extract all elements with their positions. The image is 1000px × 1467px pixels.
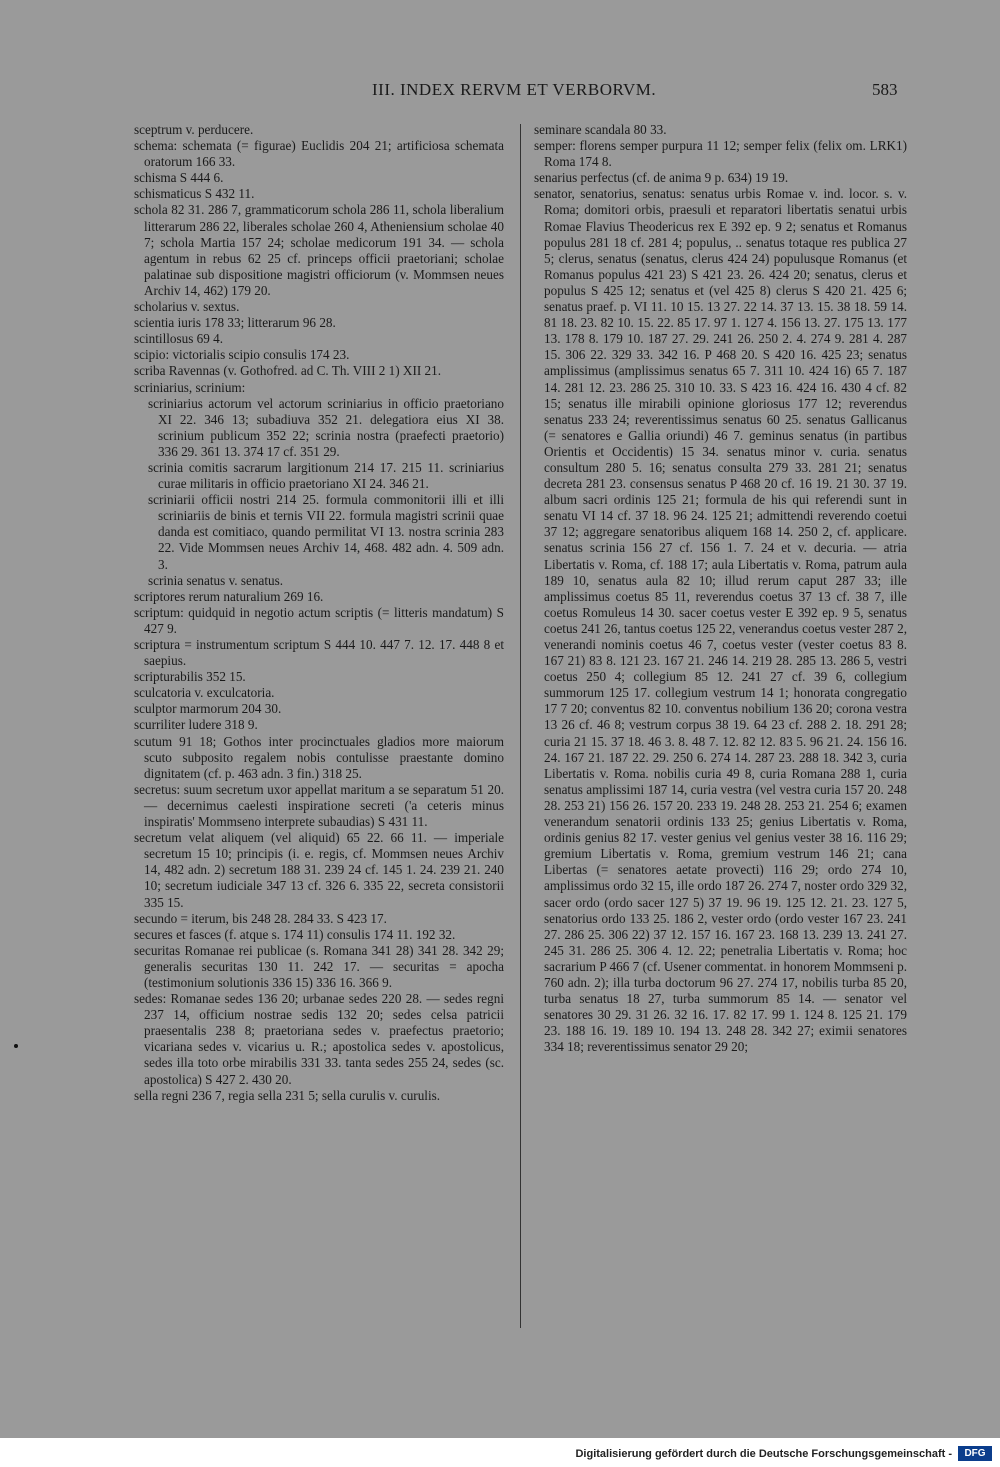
index-entry: scurriliter ludere 318 9.: [134, 717, 258, 733]
index-entry: seminare scandala 80 33.: [534, 122, 667, 137]
index-entry: scriniarius actorum vel actorum scriniarius in officio praetoriano XI 22. 346 13; subadiuva 352 21. delegatiora eius XI 38. scrinium publicum 352 22; scrinia nostra (praefecti praetorio) 336 29. 361 13. 374 17 cf. 351 29.: [148, 395, 504, 459]
index-column-left: [134, 122, 504, 1104]
index-entry: schola 82 31. 286 7, grammaticorum schola 286 11, schola liberalium litterarum 286 22, liberales scholae 260 4, Atheniensium scholae 40 7; schola Martia 157 24; scholae medicorum 191 34. — schola agentum in rebus 62 25 cf. princeps officii praetoriani; scholae palatinae sub dispositione magistri officiorum (v. Mommsen neues Archiv 14, 462) 179 20.: [134, 202, 504, 298]
index-entry: scholarius v. sextus.: [134, 299, 240, 315]
index-entry: scintillosus 69 4.: [134, 331, 224, 347]
index-entry: scutum 91 18; Gothos inter procinctuales gladios more maiorum scuto subposito regalem nobis contulisse praestante domino dignitatem (cf. p. 463 adn. 3 fin.) 318 25.: [134, 733, 504, 781]
page-number: 583: [872, 80, 898, 99]
index-entry: secures et fasces (f. atque s. 174 11) consulis 174 11. 192 32.: [134, 926, 456, 942]
index-entry: secretum velat aliquem (vel aliquid) 65 22. 66 11. — imperiale secretum 15 10; principis (i. e. regis, cf. Mommsen neues Archiv 14, 482 adn. 2) secretum 188 31. 239 24 cf. 145 1. 24. 239 21. 240 10; secretum iudiciale 347 13 cf. 326 6. 335 22, secreta consistorii 335 15.: [134, 830, 504, 910]
index-entry: sculptor marmorum 204 30.: [134, 701, 282, 717]
index-entry: scriba Ravennas (v. Gothofred. ad C. Th. VIII 2 1) XII 21.: [134, 363, 442, 379]
index-entry: secundo = iterum, bis 248 28. 284 33. S 423 17.: [134, 910, 387, 926]
index-entry: securitas Romanae rei publicae (s. Romana 341 28) 341 28. 342 29; generalis securitas 130 11. 242 17. — securitas = apocha (testimonium solutionis 336 15) 336 16. 366 9.: [134, 942, 504, 990]
index-column-right: [534, 122, 907, 1055]
index-entry: scriniarii officii nostri 214 25. formula commonitorii illi et illi scriniariis de binis et ternis VII 22. formula magistri scrinii quae danda est comitiaco, quando permilitat VI 13. nostra scrinia 283 22. Vide Mommsen neues Archiv 14, 468. 482 adn. 4. 509 adn. 3.: [148, 492, 504, 572]
index-entry: scriniarius, scrinium:: [134, 379, 246, 395]
index-entry: scipio: victorialis scipio consulis 174 23.: [134, 347, 350, 363]
index-entry: schema: schemata (= figurae) Euclidis 204 21; artificiosa schemata oratorum 166 33.: [134, 138, 504, 170]
index-entry: scrinia senatus v. senatus.: [148, 572, 284, 588]
index-entry: schisma S 444 6.: [134, 170, 224, 186]
index-entry: sedes: Romanae sedes 136 20; urbanae sedes 220 28. — sedes regni 237 14, officium nostrae sedis 132 20; sedes celsa patricii praesentalis 238 8; praetoriana sedes v. praefectus praetorio; vicariana sedes v. vicarius u. R.; apostolica sedes v. apostolicus, sedes illa toto orbe mirabilis 331 33. tanta sedes 255 24, sedes (sc. apostolica) S 427 2. 430 20.: [134, 991, 504, 1087]
dfg-logo: DFG: [958, 1446, 992, 1461]
index-entry: scriptum: quidquid in negotio actum scriptis (= litteris mandatum) S 427 9.: [134, 604, 504, 636]
index-entry: sceptrum v. perducere.: [134, 122, 254, 137]
index-entry: sculcatoria v. exculcatoria.: [134, 685, 275, 701]
index-entry: secretus: suum secretum uxor appellat maritum a se separatum 51 20. — decernimus caelesti inspiratione secreti ('a ceteris minus inspiratis' Mommseno interprete subaudias) S 431 11.: [134, 781, 504, 830]
index-entry: sella regni 236 7, regia sella 231 5; sella curulis v. curulis.: [134, 1087, 441, 1103]
column-divider: [520, 124, 521, 1328]
footer-bar: [0, 1438, 1000, 1467]
index-entry: semper: florens semper purpura 11 12; semper felix (felix om. LRK1) Roma 174 8.: [534, 138, 907, 170]
footer-credit: Digitalisierung gefördert durch die Deutsche Forschungsgemeinschaft -: [575, 1448, 952, 1460]
running-head: III. INDEX RERVM ET VERBORVM.: [372, 80, 657, 99]
index-entry: senarius perfectus (cf. de anima 9 p. 634) 19 19.: [534, 170, 789, 186]
index-entry: scientia iuris 178 33; litterarum 96 28.: [134, 315, 336, 331]
index-entry: scripturabilis 352 15.: [134, 669, 246, 685]
index-entry: schismaticus S 432 11.: [134, 186, 255, 202]
index-entry: scrinia comitis sacrarum largitionum 214 17. 215 11. scriniarius curae militaris in officio praetoriano XI 24. 346 21.: [148, 459, 504, 492]
index-entry: scriptores rerum naturalium 269 16.: [134, 588, 324, 604]
scan-speck: [14, 1044, 18, 1048]
index-entry: senator, senatorius, senatus: senatus urbis Romae v. ind. locor. s. v. Roma; domitori orbis, praesuli et reparatori libertatis senatui urbis Romae Flavius Theodericus rex E 392 ep. 9 2; senatus et Romanus populus 281 18 cf. 281 4; populus, .. senatus totaque res publica 27 5; clerus, senatus (senatus, clerus 424 24) populusque Romanus (et Romanus populus 421 23) S 421 23. 26. 424 20; senatus, clerus et populus S 425 12; senatus et (vel 425 8) clerus S 420 21. 425 6; senatus praef. p. VI 11. 10 15. 13 27. 22 14. 37 13. 15. 38 18. 59 14. 81 18. 23. 82 10. 15. 22. 85 17. 97 1. 127 4. 156 13. 27. 175 13. 177 13. 178 8. 179 10. 187 27. 29. 241 26. 250 2. 4. 274 9. 281 4. 287 15. 306 22. 329 33. 342 16. P 468 20. S 420 16. 425 23; senatus amplissimus (amplissimus senatus 65 7. 311 10. 424 16) 65 7. 187 14. 281 12. 23. 286 25. 310 10. 33. S 423 16. 424 16. 430 4 cf. 82 15; senatus ille mirabili opinione gloriosus 177 12; reverendus senatus 233 24; reverentissimus senatus 60 25. senatus Gallicanus (= senatores e Gallia oriundi) 46 7. geminus senatus (in partibus Orientis et Occidentis) 15 34. senatus minor v. curia. senatus consultum 280 5. 16; senatus consulta 279 33. 281 21; senatus decreta 281 23. consensus senatus P 468 20 cf. 16 19. 21 30. 37 19. album sacri ordinis 125 21; formula de his qui referendi sunt in senatu VI 14 cf. 37 18. 96 24. 125 21; admittendi reverendo coetui 37 12; aggregare senatoribus aliquem 168 14. 250 2, cf. applicare. senatus scrinia 156 27 cf. 156 1. 7. 24 et v. decuria. — atria Libertatis v. Roma, cf. 188 17; aula Libertatis v. Roma, patrum aula 189 10, senatus aula 82 10; illud rerum caput 287 33; ille amplissimus coetus 85 11, reverendus coetus 37 13 cf. 38 7, ille coetus Romuleus 14 30. sacer coetus vester E 392 ep. 9 5, senatus coetus 241 26, tantus coetus 125 22, venerandus coetus vester 287 2, venerandi nominis coetus 46 7, coetus vester (vester coetus 83 8. 167 21) 83 8. 121 23. 167 21. 246 14. 219 28. 285 13. 286 5, vestri coetus 250 4; collegium 85 12. 241 27 cf. 39 6, collegium summorum 125 17. collegium vestrum 14 1; honorata congregatio 17 7 20; conventus 82 10. conventus nobilium 136 20; corona vestra 13 26 cf. 46 8; vestrum corpus 38 19. 64 23 cf. 288 2. 18. 291 28; curia 21 15. 37 18. 46 3. 8. 48 7. 12. 82 12. 83 5. 96 21. 24. 156 16. 24. 167 21. 187 22. 29. 250 6. 274 14. 287 23. 288 18. 342 3, curia Libertatis v. Roma. nobilis curia 49 8, curia Romana 288 1, curia senatus amplissimi 187 14, curia vestra (vel vestra curia 157 20. 248 28. 253 21) 156 26. 157 20. 233 19. 248 28. 253 21. 254 6; examen venerandum senatorii ordinis 133 25; genius Libertatis v. Roma, ordinis genius 82 17. vester genius vel genius vester 38 16. 116 29; gremium Libertatis v. Roma, gremium vestrum 146 21; cana Libertas (= senatores aetate provecti) 116 29; ordo 274 10, amplissimus ordo 32 15, ille ordo 187 26. 274 7, noster ordo 329 32, sacer ordo (ordo sacer 127 5) 37 19. 96 19. 125 12. 21. 23. 127 5, senatorius ordo 133 25. 186 2, vester ordo (ordo vester 167 23. 241 27. 286 25. 306 22) 37 12. 157 16. 167 23. 168 13. 239 13. 241 27. 245 31. 286 25. 306 4. 12. 22; penetralia Libertatis v. Roma; hoc sacrarium P 466 7 (cf. Usener commentat. in honorem Mommseni p. 760 adn. 2); illa turba doctorum 96 27. 274 17, nobilis turba 85 20, turba senatus 18 27, turba summorum 85 14. — senator vel senatores 30 29. 31 26. 32 16. 17. 82 17. 99 1. 124 8. 125 21. 179 23. 188 16. 19. 189 10. 194 13. 248 28. 342 27; eximii senatores 334 18; reverentissimus senator 29 20;: [534, 186, 907, 1055]
index-entry: scriptura = instrumentum scriptum S 444 10. 447 7. 12. 17. 448 8 et saepius.: [134, 637, 504, 669]
